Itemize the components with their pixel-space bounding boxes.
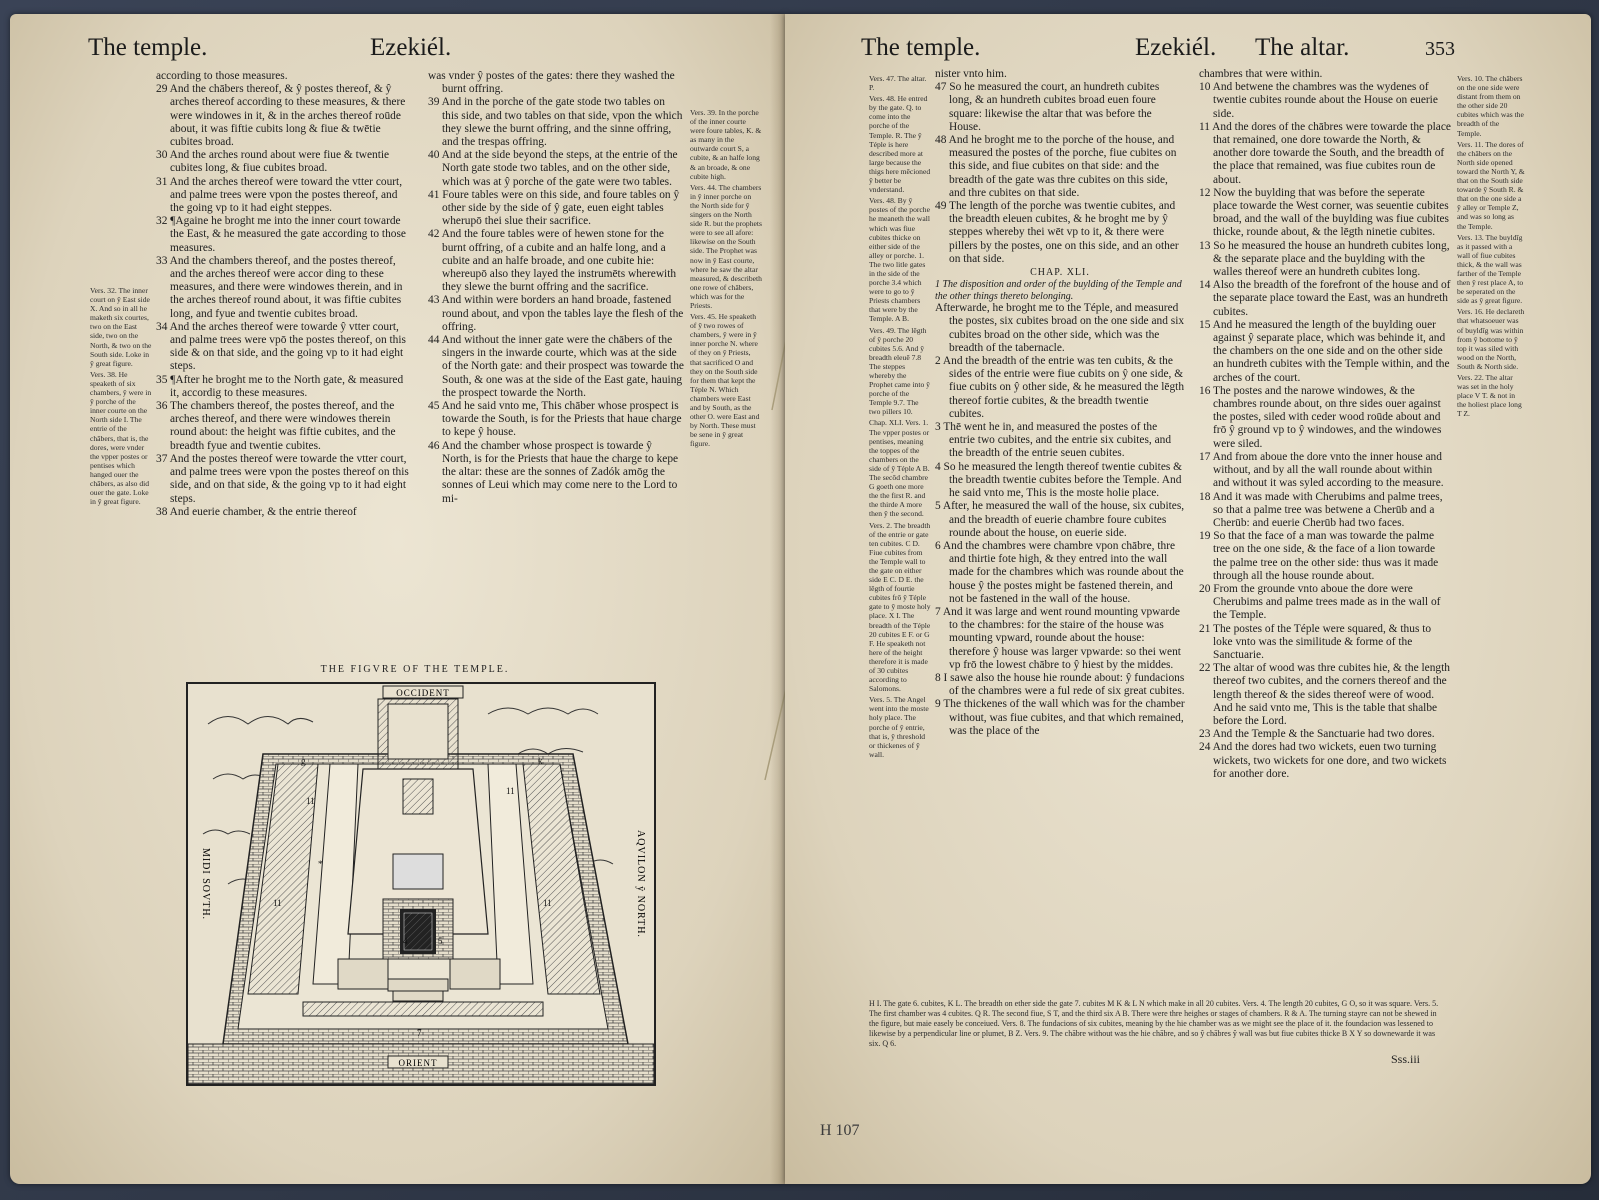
east-gate-wall [303,1002,543,1016]
temple-plan-drawing [188,684,654,1084]
verse-paragraph: 41 Foure tables were on this side, and foure tables on ŷ other side by the side of ŷ gate, euen eight tables wherupō thei slue their sacrifice. [428,188,680,228]
margin-note: Vers. 2. The breadth of the entrie or gate ten cubites. C D. Fiue cubites from the Temple wall to the gate on either side E C. D E. the lēgth of fourtie cubites frō ŷ Téple gate to ŷ moste holy place. X I. The breadth of the Téple 20 cubites E F. or G F. He speaketh not here of the height therefore it is made of 30 cubites according to Salomons. [869,520,931,694]
margin-note: Vers. 44. The chambers in ŷ inner porche on the North side for ŷ singers on the North side R. but the prophets were to see all afore: likewise on the South side. The Prophet was now in ŷ East courte, where he saw the altar measured, & describeth one rowe of chābers, which was for the Priests. [690,182,762,310]
svg-text:11: 11 [543,898,552,908]
svg-text:11: 11 [506,786,515,796]
verse-paragraph: 46 And the chamber whose prospect is towarde ŷ North, is for the Priests that haue the charge to kepe the altar: these are the sonnes of Zadók amōg the sonnes of Leui which may come nere to the Lord to mi- [428,439,679,505]
verse-paragraph: 22 The altar of wood was thre cubites hie, & the length thereof two cubites, and the corners thereof and the length thereof & the sides thereof were of wood. And he said vnto me, This is the table that shalbe before the Lord. [1199,662,1450,727]
verse-paragraph: 16 The postes and the narowe windowes, & the chambres rounde about, on thre sides ouer against the postes, siled with ceder wood roūde about and frō ŷ ground vp to ŷ windowes, and the windowes were siled. [1199,384,1442,450]
footnote-block: H I. The gate 6. cubites, K L. The breadth on ether side the gate 7. cubites M K & L N which make in all 20 cubites. Vers. 4. The length 20 cubites, G O, so it was square. Vers. 5. The first chamber was 4 cubites. Q R. The second fiue, S T, and the third six A B. There were thre heighes or stages of chambers. R & A. The turning stayre can not be shewed in the figure, but maie easely be conceiued. Vers. 8. The fundacions of six cubites, meaning by the hie chamber was as we might see the place of it. the foundacion was lessened to likewise by a perpendicular line or plumet, B Z. Vers. 9. The chābre without was the hie chābre, and so ŷ chābres ŷ wall was but fiue cubites thicke B X Y so downewarde it was six. Q 6. [869,999,1439,1048]
verse-paragraph: 8 I sawe also the house hie rounde about: ŷ fundacions of the chambres were a ful rede of six great cubites. [935,671,1185,698]
margin-note: Chap. XLI. Vers. 1. The vpper postes or pentises, meaning the toppes of the chambers on the side of ŷ Téple A B. The secōd chambre G goeth one more the the first R. and the thirde A more then ŷ the second. [869,418,930,519]
verse-paragraph: 2 And the breadth of the entrie was ten cubits, & the sides of the entrie were fiue cubits on ŷ one side, & fiue cubits on ŷ other side, & he measured the lēgth thereof fortie cubites, & the breadth twentie cubites. [935,355,1185,420]
verse-paragraph: 6 And the chambres were chambre vpon chābre, thre and thirtie fote high, & they entred into the wall made for the chambres which was rounde about the house ŷ the postes might be fastened therein, and not be fastened in the wall of the house. [935,539,1184,605]
figure-title: THE FIGVRE OF THE TEMPLE. [320,664,510,675]
margin-note: Vers. 45. He speaketh of ŷ two rowes of chambers, ŷ were in ŷ inner porche N. where of they on ŷ Priests, that sacrificed O and they on the South side for them that kept the Téple N. Which chambers were East and by South, as the other O. were East and by North. These must be sene in ŷ great figure. [690,312,760,449]
holy-of-holies [403,779,433,814]
verse-paragraph: 40 And at the side beyond the steps, at the entrie of the North gate stode two tables, and on the other side, which was at ŷ porche of the gate were two tables. [428,149,678,188]
verse-paragraph: 15 And he measured the length of the buylding ouer against ŷ separate place, which was behinde it, and the chambers on the one side and on the other side an hundreth cubites with the Temple within, and the arches of the court. [1199,318,1450,384]
margin-note: Vers. 11. The dores of the chābers on the North side opened toward the North Y, & that on the South side towarde ŷ South R. & that on the one side a ŷ alley or Temple Z, and was so long as the Temple. [1457,139,1525,231]
verse-paragraph: 31 And the arches thereof were toward the vtter court, and palme trees were vpon the postes thereof, and the going vp to it had eight steppes. [156,175,403,215]
margin-note: Vers. 32. The inner court on ŷ East side X. And so in all he maketh six courtes, two on the East side, two on the North, & two on the South side. Loke in ŷ great figure. [90,286,152,368]
left-page-right-margin-notes [690,108,762,708]
svg-text:4: 4 [403,936,408,946]
label-south: MIDI SOVTH. [200,847,211,921]
chapter-heading: CHAP. XLI. [1030,267,1090,279]
temple-figure [186,682,656,1086]
margin-note: Vers. 16. He declareth that whatsoeuer was of buyldīg was within from ŷ bottome to ŷ top it was siled with wood on the North, South & North side. [1457,307,1525,371]
svg-text:*: * [318,859,323,869]
verse-paragraph: 30 And the arches round about were fiue & twentie cubites long, & fiue cubites broad. [156,149,390,175]
verse-paragraph: 19 So that the face of a man was towarde the palme tree on the one side, & the face of a lion towarde the palme tree on the other side: thus was it made through all the house rounde about. [1199,530,1439,582]
signature-mark: Sss.iii [1391,1052,1421,1066]
verse-paragraph: 23 And the Temple & the Sanctuarie had two dores. [1199,728,1435,741]
verse-paragraph: 38 And euerie chamber, & the entrie thereof [156,505,357,518]
margin-note: Vers. 49. The lēgth of ŷ porche 20 cubites 5.6. And ŷ breadth eleuē 7.8 The steppes whereby the Prophet came into ŷ porche of the Temple 9.7. The two pillers 10. [869,325,930,417]
svg-text:7: 7 [417,1028,422,1038]
right-page-right-margin-notes [1457,74,1525,694]
verse-paragraph: 35 ¶After he broght me to the North gate, & measured it, accordig to these measures. [156,373,404,399]
verse-paragraph: 7 And it was large and went round mounting vpwarde to the chambres: for the staire of the house was mounting vpward, rounde about the house: therefore ŷ house was larger vpwarde: so thei went vp frō the lowest chābre to ŷ hiest by the middes. [935,605,1181,671]
verse-paragraph: 4 So he measured the length thereof twentie cubites & the breadth twentie cubites before the Temple. And he said vnto me, This is the moste holie place. [935,460,1183,500]
right-column-1 [935,68,1185,988]
verse-paragraph: 10 And betwene the chambres was the wydenes of twentie cubites rounde about the House on euerie side. [1199,81,1438,120]
running-head-section: The temple. [88,34,208,61]
verse-paragraph: 20 From the grounde vnto aboue the dore were Cherubims and palme trees made as in the wall of the Temple. [1199,582,1441,622]
verse-paragraph: 9 The thickenes of the wall which was for the chamber without, was fiue cubites, and that which remained, was the place of the [935,698,1185,737]
verse-paragraph: 37 And the postes thereof were towarde the vtter court, and palme trees were vpon the postes thereof on this side, and on that side, & the going vp to it had eight steps. [156,452,409,505]
right-page [785,14,1591,1184]
verse-paragraph: according to those measures. [156,70,288,82]
margin-note: Vers. 39. In the porche of the inner courte were foure tables, K. & as many in the outwarde court S, a cubite, & an halfe long & an broade, & one cubite high. [690,108,762,181]
left-page [10,14,785,1184]
verse-paragraph: 14 Also the breadth of the forefront of the house and of the separate place toward the East, was an hundreth cubites. [1199,279,1451,318]
label-north: AQVILON ŷ NORTH. [635,830,646,938]
running-head-topic: The altar. [1255,34,1350,61]
left-margin-notes [90,286,152,508]
right-page-left-margin-notes [869,74,931,1004]
verse-paragraph: 12 Now the buylding that was before the seperate place towarde the West corner, was seuentie cubites broad, and the wall of the buylding was fiue cubites thicke, rounde about, & the lēgth ninetie cubites. [1199,186,1449,239]
margin-note: Vers. 38. He speaketh of six chambers, ŷ were in ŷ porche of the inner courte on the North side I. The entrie of the chābers, that is, the dores, were vnder the vpper postes or pentises which hanged ouer the chābers, as also did ouer the gate. Loke in ŷ great figure. [90,369,152,507]
right-column-2 [1199,68,1451,1058]
verse-paragraph: 47 So he measured the court, an hundreth cubites long, & an hundreth cubites broad euen foure square: likewise the altar that was before the House. [935,81,1160,133]
verse-paragraph: 17 And from aboue the dore vnto the inner house and without, and by all the wall rounde about within and without it was syled according to the measure. [1199,450,1444,490]
margin-note: Vers. 22. The altar was set in the holy place V T. & not in the holiest place long T Z. [1457,373,1522,419]
svg-text:11: 11 [273,898,282,908]
verse-paragraph: 11 And the dores of the chābres were towarde the place that remained, one dore towarde the North, & another dore towarde the South, and the breadth of the place that remained, was fiue cubites roun de about. [1199,120,1451,186]
left-column-2 [428,70,684,660]
margin-note: Vers. 10. The chābers on the one side were distant from them on the other side 20 cubites which was the breadth of the Temple. [1457,74,1524,138]
svg-text:k: k [538,756,543,766]
verse-paragraph: was vnder ŷ postes of the gates: there they washed the burnt offring. [428,70,675,96]
chapter-argument: 1 The disposition and order of the buylding of the Temple and the other things thereto belonging. [935,279,1182,302]
label-orient: ORIENT [398,1058,438,1068]
verse-paragraph: 24 And the dores had two wickets, euen two turning wickets, two wickets for one dore, and two wickets for another dore. [1199,741,1447,780]
running-head-book: Ezekiél. [370,34,452,61]
verse-paragraph: chambres that were within. [1199,68,1323,80]
verse-paragraph: 3 Thē went he in, and measured the postes of the entrie two cubites, and the entrie six cubites, and the breadth of the entrie seuen cubites. [935,421,1172,460]
svg-text:g: g [301,756,306,766]
verse-paragraph: 32 ¶Againe he broght me into the inner court towarde the East, & he measured the gate according to those measures. [156,215,406,254]
running-head-book: Ezekiél. [1135,34,1217,61]
verse-paragraph: 21 The postes of the Téple were squared, & thus to loke vnto was the similitude & forme of the Sanctuarie. [1199,622,1432,661]
verse-paragraph: 43 And within were borders an hand broade, fastened round about, and vpon the tables laye the flesh of the offring. [428,294,684,333]
verse-paragraph: 45 And he said vnto me, This chāber whose prospect is towarde the South, is for the Priests that haue charge to kepe ŷ house. [428,400,682,439]
verse-paragraph: 34 And the arches thereof were towarde ŷ vtter court, and palme trees were vpō the postes thereof, on this side & on that side, and the going vp to it had eight steps. [156,320,406,373]
verse-paragraph: nister vnto him. [935,68,1007,80]
page-number: 353 [1425,38,1455,60]
verse-paragraph: 39 And in the porche of the gate stode two tables on this side, and two tables on that side, vpon the which they slewe the burnt offring, and the sinne offring, and the trespas offring. [428,96,683,149]
verse-paragraph: 33 And the chambers thereof, and the postes thereof, and the arches thereof were accor ding to these measures, and there were windowes therein, and in the arches thereof round about, it was fiftie cubites long, and fyue and twentie cubites broad. [156,254,403,320]
verse-paragraph: 36 The chambers thereof, the postes thereof, and the arches thereof, and there were windowes therein round about: the height was fiftie cubites, and the breadth fyue and twentie cubites. [156,400,396,452]
verse-paragraph: 29 And the chābers thereof, & ŷ postes thereof, & ŷ arches thereof according to these measures, & there were windowes in it, & in the arches thereof roūde about, it was fiftie cubits long & fiue & twētie cubites broad. [156,83,406,149]
margin-note: Vers. 13. The buyldīg as it passed with a wall of fiue cubites thick, & the wall was farther of the Temple then ŷ rest place A, to be seperated on the side as ŷ great figure. [1457,232,1524,306]
margin-note: Vers. 47. The altar. P. [869,74,927,93]
left-column-1 [156,70,414,660]
label-occident: OCCIDENT [396,688,450,698]
margin-note: Vers. 48. He entred by the gate. Q. to come into the porche of the Temple. R. The ŷ Téple is here described more at large because the thigs here mēcioned ŷ better be vnderstand. [869,94,931,195]
verse-paragraph: 13 So he measured the house an hundreth cubites long, & the separate place and the buylding with the walles thereof were an hundreth cubites long. [1199,239,1450,279]
verse-paragraph: 42 And the foure tables were of hewen stone for the burnt offring, of a cubite and an halfe long, and a cubite and an halfe broade, and one cubite hie: whereupō also they layed the instrumēts wherewith they slewe the burnt offring and the sacrifice. [428,228,677,294]
verse-paragraph: Afterwarde, he broght me to the Téple, and measured the postes, six cubites broad on the one side and six cubites broad on the other side, which was the breadth of the tabernacle. [935,302,1185,354]
verse-paragraph: 44 And without the inner gate were the chābers of the singers in the inwarde courte, which was at the side of the North gate: and their prospect was towarde the South, & one was at the side of the East gate, hauing the prospect towarde the North. [428,334,684,399]
svg-text:5: 5 [438,936,443,946]
margin-note: Vers. 48. By ŷ postes of the porche he meaneth the wall which was fiue cubites thicke on either side of the alley or porche. 1. The two litle gates in the side of the porche 3.4 which were to go to ŷ Priests chambers that were by the Temple. A B. [869,196,930,324]
handwritten-inscription: H 107 [820,1122,860,1139]
verse-paragraph: 18 And it was made with Cherubims and palme trees, so that a palme tree was betwene a Cherūb and a Cherūb: and euerie Cherūb had two faces. [1199,490,1443,529]
verse-paragraph: 48 And he broght me to the porche of the house, and measured the postes of the porche, fiue cubites on this side, and fiue cubites on that side: and the breadth of the gate was thre cubites on this side, and thre cubites on that side. [935,134,1177,199]
svg-text:11: 11 [306,796,315,806]
verse-paragraph: 5 After, he measured the wall of the house, six cubites, and the breadth of euerie chambre foure cubites rounde about the house, on euerie side. [935,500,1185,539]
verse-paragraph: 49 The length of the porche was twentie cubites, and the breadth eleuen cubites, & he broght me by ŷ steppes whereby thei wēt vp to it, & there were pillers by the postes, one on this side, and an other on that side. [935,200,1179,265]
running-head-section: The temple. [861,34,981,61]
margin-note: Vers. 5. The Angel went into the moste holy place. The porche of ŷ entrie, that is, ŷ threshold or thickenes of ŷ wall. [869,695,929,759]
